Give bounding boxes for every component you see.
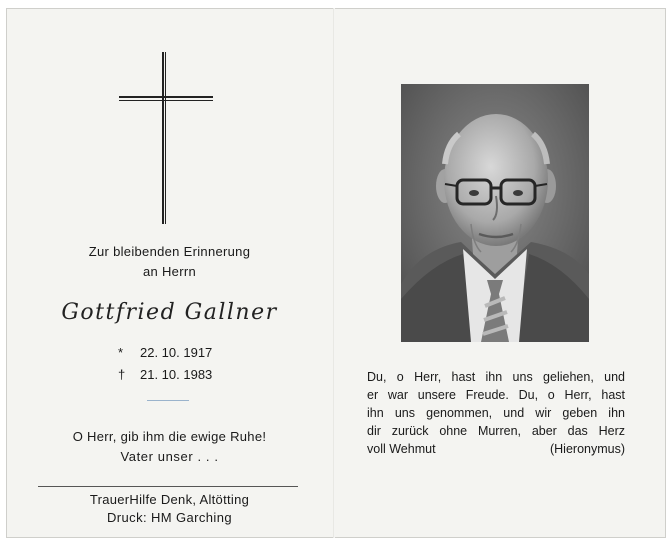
quote-last-words: voll Wehmut — [367, 442, 436, 456]
divider — [147, 400, 189, 401]
birth-date-row — [118, 345, 212, 360]
intro-line-1: Zur bleibenden Erinnerung — [88, 244, 251, 259]
quote-last-line — [367, 440, 625, 458]
quote-line: dir zurück ohne Murren, aber das Herz — [367, 424, 625, 438]
prayer-line-1: O Herr, gib ihm die ewige Ruhe! — [72, 429, 267, 444]
death-symbol: † — [118, 367, 126, 382]
quote-line: er war unsere Freude. Du, o Herr, hast — [367, 388, 625, 402]
birth-symbol: * — [118, 345, 124, 360]
imprint-line-1: TrauerHilfe Denk, Altötting — [89, 492, 250, 507]
quote-text — [367, 368, 625, 458]
quote-line: ihn uns genommen, und wir geben ihn — [367, 406, 625, 420]
quote-line: Du, o Herr, hast ihn uns geliehen, und — [367, 370, 625, 384]
birth-date: 22. 10. 1917 — [140, 345, 213, 360]
prayer-line-2: Vater unser . . . — [120, 449, 219, 464]
portrait-photo — [401, 84, 589, 342]
intro-line-2: an Herrn — [143, 264, 196, 279]
quote-author: (Hieronymus) — [549, 442, 625, 456]
imprint-divider — [38, 486, 298, 487]
left-panel — [6, 8, 333, 538]
cross-icon — [119, 52, 213, 224]
death-date: 21. 10. 1983 — [140, 367, 213, 382]
right-panel — [335, 8, 666, 538]
deceased-name: Gottfried Gallner — [61, 300, 278, 325]
imprint-line-2: Druck: HM Garching — [107, 510, 232, 525]
death-date-row — [118, 367, 212, 382]
